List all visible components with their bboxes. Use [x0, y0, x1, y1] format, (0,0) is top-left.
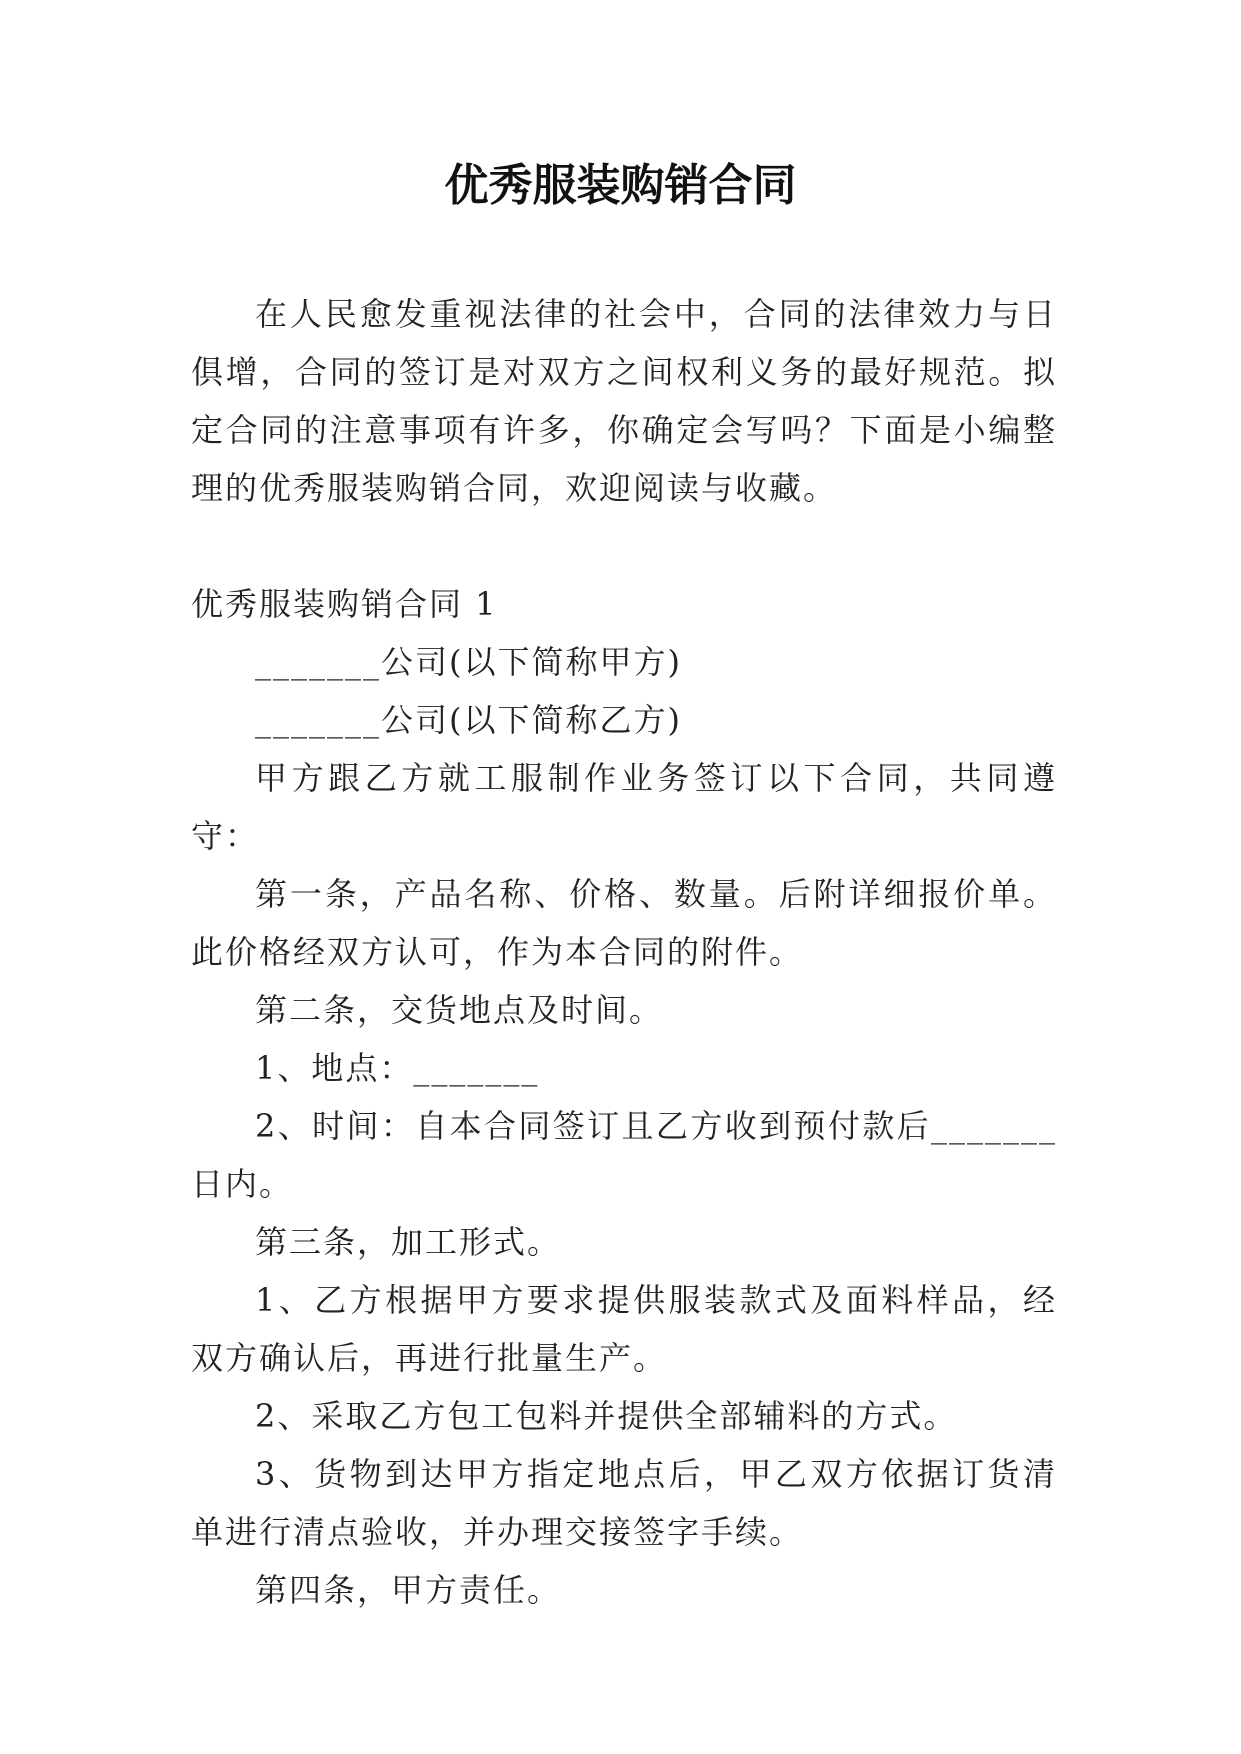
article-4-heading: 第四条，甲方责任。: [255, 1571, 562, 1609]
party-a-line: _______公司(以下简称甲方): [255, 643, 682, 681]
document-body: [191, 285, 1057, 1619]
article-3-item-1: 1、乙方根据甲方要求提供服装款式及面料样品，经双方确认后，再进行批量生产。: [191, 1281, 1057, 1377]
article-3-item-2: 2、采取乙方包工包料并提供全部辅料的方式。: [255, 1397, 958, 1435]
article-2-item-2: 2、时间：自本合同签订且乙方收到预付款后_______日内。: [191, 1107, 1057, 1203]
article-2-heading: 第二条，交货地点及时间。: [255, 991, 664, 1029]
preamble-paragraph: 甲方跟乙方就工服制作业务签订以下合同，共同遵守：: [191, 759, 1057, 855]
document-title: 优秀服装购销合同: [444, 160, 797, 211]
article-2-item-1: 1、地点：_______: [255, 1049, 540, 1087]
article-3-item-3: 3、货物到达甲方指定地点后，甲乙双方依据订货清单进行清点验收，并办理交接签字手续。: [191, 1455, 1057, 1551]
section-heading: 优秀服装购销合同 1: [191, 585, 498, 623]
party-b-line: _______公司(以下简称乙方): [255, 701, 682, 739]
article-1-paragraph: 第一条，产品名称、价格、数量。后附详细报价单。此价格经双方认可，作为本合同的附件。: [191, 875, 1057, 971]
intro-paragraph: 在人民愈发重视法律的社会中，合同的法律效力与日俱增，合同的签订是对双方之间权利义务的最好规范。拟定合同的注意事项有许多，你确定会写吗？下面是小编整理的优秀服装购销合同，欢迎阅读与收藏。: [191, 295, 1057, 507]
article-3-heading: 第三条，加工形式。: [255, 1223, 562, 1261]
